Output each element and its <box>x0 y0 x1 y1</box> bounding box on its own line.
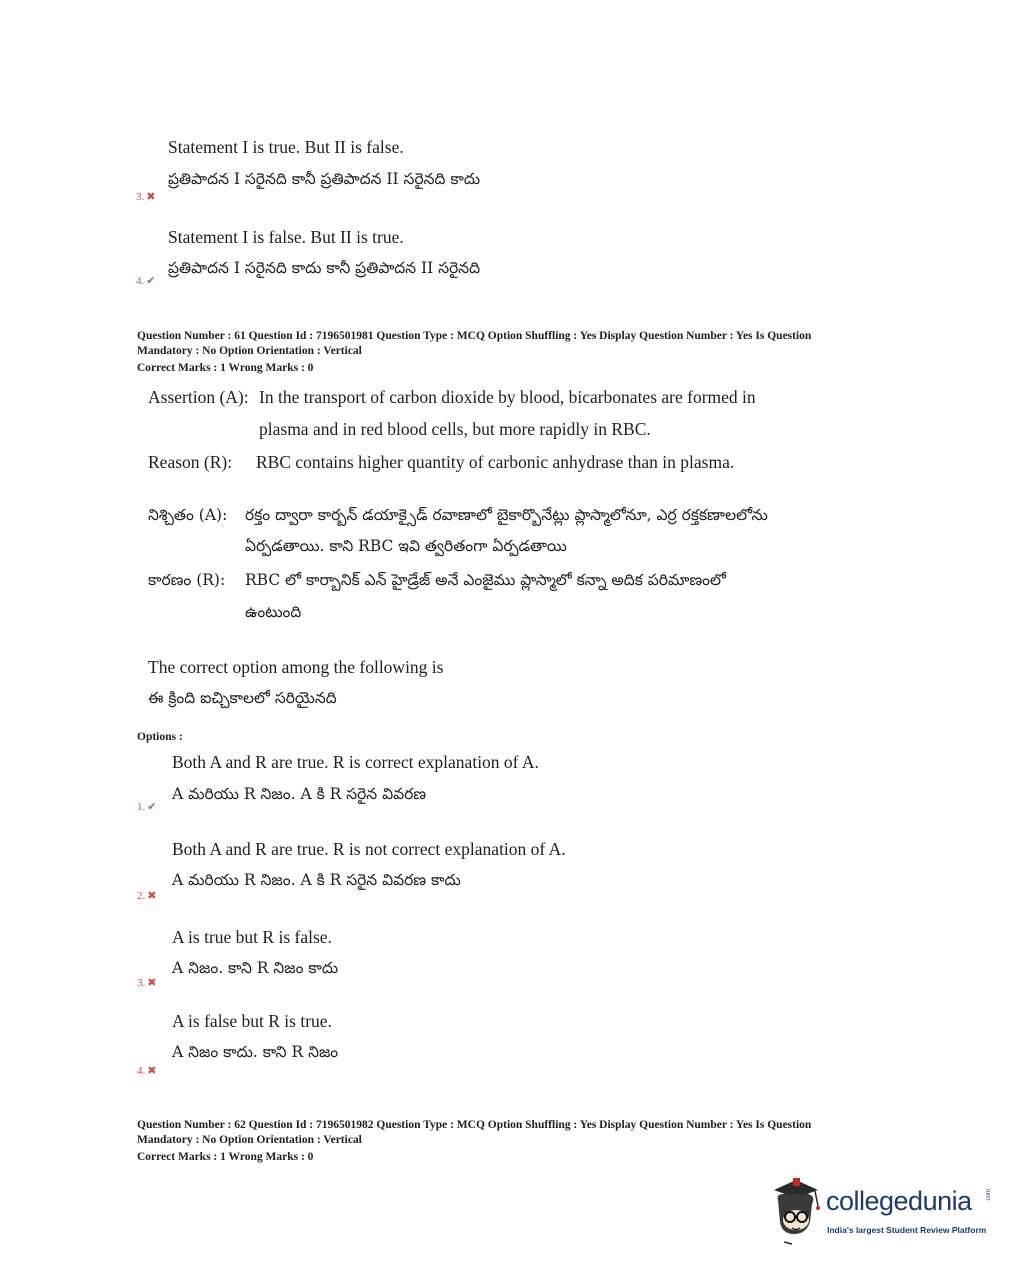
q61-option-3-number: 3. ✖ <box>137 977 157 989</box>
check-icon: ✔ <box>147 801 157 813</box>
q61-option-3-telugu: A నిజం. కాని R నిజం కాదు <box>172 959 339 977</box>
te-assertion-label: నిశ్చితం (A): <box>148 506 228 524</box>
te-assertion-line1: రక్తం ద్వారా కార్బన్ డయాక్సైడ్ రవాణాలో బైకార్బొనేట్లు ప్లాస్మాలోనూ, ఎర్ర రక్తకణాలలోను <box>245 506 768 524</box>
q61-meta-line3: Correct Marks : 1 Wrong Marks : 0 <box>137 362 314 374</box>
assertion-label: Assertion (A): <box>148 387 249 407</box>
logo-name: collegedunia <box>826 1186 972 1216</box>
q62-meta <box>137 1118 811 1165</box>
te-assertion-line2: ఏర్పడతాయి. కాని RBC ఇవి త్వరితంగా ఏర్పడతాయి <box>245 537 567 555</box>
reason-text: RBC contains higher quantity of carbonic anhydrase than in plasma. <box>256 452 735 472</box>
option-4-number: 4. ✔ <box>136 275 156 287</box>
option-3-telugu: ప్రతిపాదన I సరైనది కానీ ప్రతిపాదన II సరైనది కాదు <box>168 170 481 188</box>
q61-option-4-english: A is false but R is true. <box>172 1011 332 1031</box>
q61-meta-line2: Mandatory : No Option Orientation : Vertical <box>137 345 362 357</box>
mascot-graduate-icon <box>766 1176 824 1246</box>
cross-icon: ✖ <box>147 977 157 989</box>
q61-option-1-number: 1. ✔ <box>137 801 157 813</box>
reason-label: Reason (R): <box>148 452 233 472</box>
q61-meta <box>137 329 811 376</box>
prompt-telugu: ఈ క్రింది ఐచ్చికాలలో సరియైనది <box>148 689 337 707</box>
cross-icon: ✖ <box>146 191 156 203</box>
assertion-line2: plasma and in red blood cells, but more rapidly in RBC. <box>259 419 651 439</box>
logo-tagline: India's largest Student Review Platform <box>827 1225 987 1235</box>
te-reason-line2: ఉంటుంది <box>245 603 302 621</box>
q61-meta-line1: Question Number : 61 Question Id : 7196501981 Question Type : MCQ Option Shuffling : Yes Display Question Number : Yes Is Question <box>137 330 812 342</box>
q61-option-4-number: 4. ✖ <box>137 1065 157 1077</box>
cross-icon: ✖ <box>147 890 157 902</box>
te-reason-line1: RBC లో కార్బానిక్ ఎన్ హైడ్రేజ్ అనే ఎంజైము ప్లాస్మాలో కన్నా అదిక పరిమాణంలో <box>245 571 726 589</box>
check-icon: ✔ <box>146 275 156 287</box>
option-4-telugu: ప్రతిపాదన I సరైనది కాదు కానీ ప్రతిపాదన II సరైనది <box>168 259 481 277</box>
collegedunia-watermark <box>766 1176 996 1246</box>
q62-meta-line2: Mandatory : No Option Orientation : Vertical <box>137 1134 362 1146</box>
q61-option-3-english: A is true but R is false. <box>172 927 332 947</box>
assertion-line1: In the transport of carbon dioxide by blood, bicarbonates are formed in <box>259 387 756 407</box>
prompt-english: The correct option among the following is <box>148 657 444 677</box>
option-4-english: Statement I is false. But II is true. <box>168 227 404 247</box>
q61-option-2-number: 2. ✖ <box>137 890 157 902</box>
logo-tld: .com <box>986 1188 992 1202</box>
q61-option-2-telugu: A మరియు R నిజం. A కి R సరైన వివరణ కాదు <box>172 871 461 889</box>
option-3-number: 3. ✖ <box>136 191 156 203</box>
te-reason-label: కారణం (R): <box>148 571 226 589</box>
option-3-english: Statement I is true. But II is false. <box>168 137 404 157</box>
options-label: Options : <box>137 731 183 743</box>
q61-option-1-telugu: A మరియు R నిజం. A కి R సరైన వివరణ <box>172 785 427 803</box>
q61-option-2-english: Both A and R are true. R is not correct explanation of A. <box>172 839 566 859</box>
cross-icon: ✖ <box>147 1065 157 1077</box>
q62-meta-line3: Correct Marks : 1 Wrong Marks : 0 <box>137 1151 314 1163</box>
q62-meta-line1: Question Number : 62 Question Id : 7196501982 Question Type : MCQ Option Shuffling : Yes Display Question Number : Yes Is Question <box>137 1119 812 1131</box>
q61-option-1-english: Both A and R are true. R is correct explanation of A. <box>172 752 539 772</box>
q61-option-4-telugu: A నిజం కాదు. కాని R నిజం <box>172 1043 339 1061</box>
